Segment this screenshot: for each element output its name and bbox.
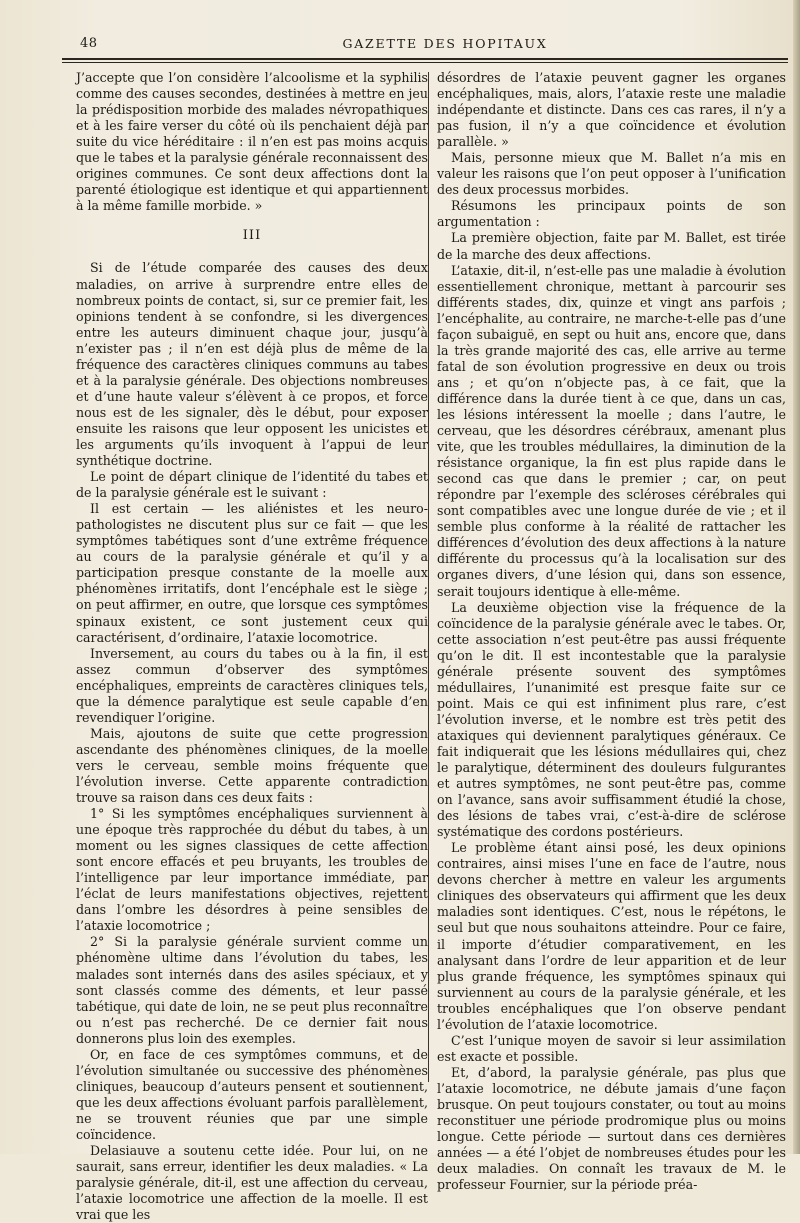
paragraph: L’ataxie, dit-il, n’est-elle pas une maladie à évolution essentiellement chronique, mettant à parcourir ses différents stades, dix, quinze et vingt ans parfois ; l’encéphalite, au contraire, ne marche-t-elle pas d’une façon subaiguë, en sept ou huit ans, encore que, dans la très grande majorité des cas, elle arrive au terme fatal de son évolution progressive en deux ou trois ans ; et qu’on n’objecte pas, à ce fait, que la différence dans la durée tient à ce que, dans un cas, les lésions intéressent la moelle ; dans l’autre, le cerveau, que les désordres cérébraux, amenant plus vite, que les troubles médullaires, la diminution de la résistance organique, la fin est plus rapide dans le second cas que dans le premier ; car, on peut répondre par l’exemple des scléroses cérébrales qui sont compatibles avec une longue durée de vie ; et il semble plus conforme à la réalité de rattacher les différences d’évolution des deux affections à la nature différente du processus qu’à la localisation sur des organes divers, d’une lésion qui, dans son essence, serait toujours identique à elle-même. bbox=[437, 262, 786, 599]
page-header bbox=[62, 32, 788, 58]
paragraph: Delasiauve a soutenu cette idée. Pour lui, on ne saurait, sans erreur, identifier les deux maladies. « La paralysie générale, dit-il, est une affection du cerveau, l’ataxie locomotrice une affection de la moelle. Il est vrai que les bbox=[76, 1143, 428, 1223]
page-edge bbox=[793, 0, 800, 1154]
running-title: GAZETTE DES HOPITAUX bbox=[342, 36, 548, 51]
paragraph: La première objection, faite par M. Ballet, est tirée de la marche des deux affections. bbox=[437, 230, 786, 262]
paragraph: Or, en face de ces symptômes communs, et de l’évolution simultanée ou successive des phénomènes cliniques, beaucoup d’auteurs pensent et soutiennent, que les deux affections évoluant parfois parallèlement, ne se trouvent réunies que par une simple coïncidence. bbox=[76, 1046, 428, 1142]
paragraph: Mais, personne mieux que M. Ballet n’a mis en valeur les raisons que l’on peut opposer à l’unification des deux processus morbides. bbox=[437, 150, 786, 198]
paragraph: 2° Si la paralysie générale survient comme un phénomène ultime dans l’évolution du tabes, les malades sont internés dans des asiles spéciaux, et y sont classés comme des déments, et leur passé tabétique, qui date de loin, ne se peut plus reconnaître ou n’est pas recherché. De ce dernier fait nous donnerons plus loin des exemples. bbox=[76, 934, 428, 1046]
header-rule bbox=[62, 58, 788, 63]
left-column bbox=[76, 70, 428, 1223]
paragraph: Il est certain — les aliénistes et les neuro-pathologistes ne discutent plus sur ce fait — que les symptômes tabétiques sont d’une extrême fréquence au cours de la paralysie générale et qu’il y a participation presque constante de la moelle aux phénomènes irritatifs, dont l’encéphale est le siège ; on peut affirmer, en outre, que lorsque ces symptômes spinaux existent, ce sont justement ceux qui caractérisent, d’ordinaire, l’ataxie locomotrice. bbox=[76, 501, 428, 645]
paragraph: Résumons les principaux points de son argumentation : bbox=[437, 198, 786, 230]
paragraph: 1° Si les symptômes encéphaliques surviennent à une époque très rapprochée du début du tabes, à un moment ou les signes classiques de cette affection sont encore effacés et peu bruyants, les troubles de l’intelligence par leur importance immédiate, par l’éclat de leurs manifestations objectives, rejettent dans l’ombre les désordres à peine sensibles de l’ataxie locomotrice ; bbox=[76, 806, 428, 934]
paragraph: Mais, ajoutons de suite que cette progression ascendante des phénomènes cliniques, de la moelle vers le cerveau, semble moins fréquente que l’évolution inverse. Cette apparente contradiction trouve sa raison dans ces deux faits : bbox=[76, 725, 428, 806]
right-column bbox=[437, 70, 786, 1193]
section-heading: III bbox=[242, 228, 262, 244]
paragraph: désordres de l’ataxie peuvent gagner les organes encéphaliques, mais, alors, l’ataxie reste une maladie indépendante et distincte. Dans ces cas rares, il n’y a pas fusion, il n’y a que coïncidence et évolution parallèle. » bbox=[437, 70, 786, 150]
paragraph: La deuxième objection vise la fréquence de la coïncidence de la paralysie générale avec le tabes. Or, cette association n’est peut-être pas aussi fréquente qu’on le dit. Il est incontestable que la paralysie générale présente souvent des symptômes médullaires, l’unanimité est presque faite sur ce point. Mais ce qui est infiniment plus rare, c’est l’évolution inverse, et le nombre est très petit des ataxiques qui deviennent paralytiques généraux. Ce fait indiquerait que les lésions médullaires qui, chez le paralytique, déterminent des douleurs fulgurantes et autres symptômes, ne sont peut-être pas, comme on l’avance, sans avoir suffisamment étudié la chose, des lésions de tabes vrai, c’est-à-dire de sclérose systématique des cordons postérieurs. bbox=[437, 599, 786, 840]
paragraph: Si de l’étude comparée des causes des deux maladies, on arrive à surprendre entre elles de nombreux points de contact, si, sur ce premier fait, les opinions tendent à se confondre, si les divergences entre les auteurs diminuent chaque jour, jusqu’à n’exister pas ; il n’en est déjà plus de même de la fréquence des caractères cliniques communs au tabes et à la paralysie générale. Des objections nombreuses et d’une haute valeur s’élèvent à ce propos, et force nous est de les signaler, dès le début, pour exposer ensuite les raisons que leur opposent les unicistes et les arguments qu’ils invoquent à l’appui de leur synthétique doctrine. bbox=[76, 260, 428, 469]
page-number: 48 bbox=[80, 36, 98, 51]
paragraph: Inversement, au cours du tabes ou à la fin, il est assez commun d’observer des symptômes encéphaliques, empreints de caractères cliniques tels, que la démence paralytique est seule capable d’en revendiquer l’origine. bbox=[76, 645, 428, 725]
paragraph: C’est l’unique moyen de savoir si leur assimilation est exacte et possible. bbox=[437, 1032, 786, 1064]
paragraph: Le point de départ clinique de l’identité du tabes et de la paralysie générale est le suivant : bbox=[76, 469, 428, 501]
paragraph: Le problème étant ainsi posé, les deux opinions contraires, ainsi mises l’une en face de l’autre, nous devons chercher à mettre en valeur les arguments cliniques des observateurs qui affirment que les deux maladies sont identiques. C’est, nous le répétons, le seul but que nous souhaitons atteindre. Pour ce faire, il importe d’étudier comparativement, en les analysant dans l’ordre de leur apparition et de leur plus grande fréquence, les symptômes spinaux qui surviennent au cours de la paralysie générale, et les troubles encéphaliques que l’on observe pendant l’évolution de l’ataxie locomotrice. bbox=[437, 840, 786, 1032]
paragraph: J’accepte que l’on considère l’alcoolisme et la syphilis comme des causes secondes, destinées à mettre en jeu la prédisposition morbide des malades névropathiques et à les faire verser du côté où ils penchaient déjà par suite du vice héréditaire : il n’en est pas moins acquis que le tabes et la paralysie générale reconnaissent des origines communes. Ce sont deux affections dont la parenté étiologique est identique et qui appartiennent à la même famille morbide. » bbox=[76, 70, 428, 214]
paragraph: Et, d’abord, la paralysie générale, pas plus que l’ataxie locomotrice, ne débute jamais d’une façon brusque. On peut toujours constater, ou tout au moins reconstituer une période prodromique plus ou moins longue. Cette période — surtout dans ces dernières années — a été l’objet de nombreuses études pour les deux maladies. On connaît les travaux de M. le professeur Fournier, sur la période préa- bbox=[437, 1064, 786, 1193]
column-divider bbox=[428, 72, 429, 1082]
